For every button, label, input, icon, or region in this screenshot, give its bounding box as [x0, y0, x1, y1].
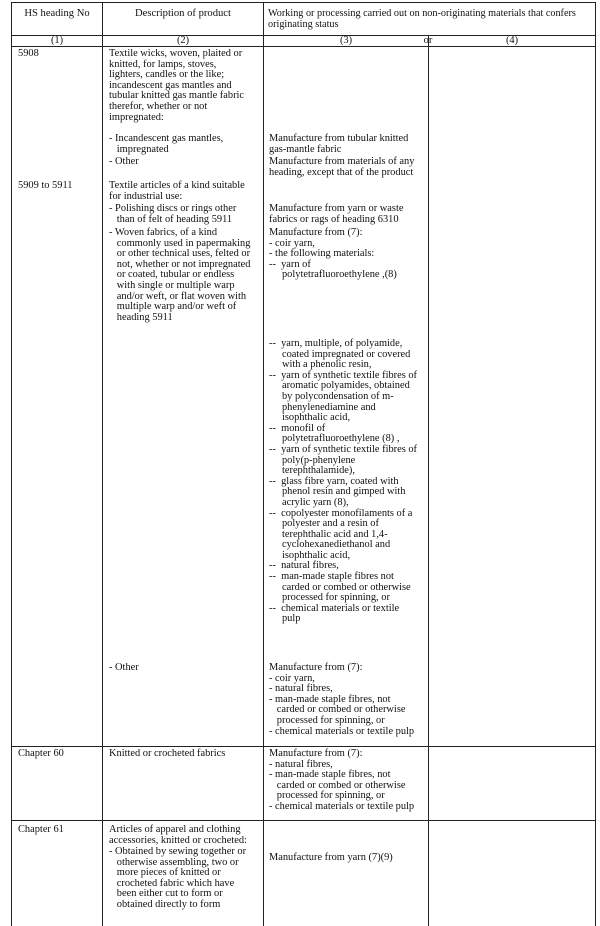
desc-5909: Textile articles of a kind suitable for industrial use:	[109, 180, 245, 202]
heading-chapter-61: Chapter 61	[18, 824, 64, 835]
col1-title: HS heading No	[24, 8, 90, 19]
col3-title-line2: originating status	[268, 19, 339, 30]
desc-5908-gas-mantles: - Incandescent gas mantles, impregnated	[109, 133, 224, 155]
desc-chapter-60: Knitted or crocheted fabrics	[109, 748, 226, 759]
table-right-border	[595, 2, 596, 926]
col2-number: (2)	[176, 35, 190, 46]
or-label: or	[423, 35, 433, 46]
desc-5909-polishing-discs: - Polishing discs or rings other than of felt of heading 5911	[109, 203, 237, 225]
desc-5909-woven-fabrics: - Woven fabrics, of a kind commonly used in papermaking or other technical uses, felted or not, whether or not impregnated or coated, tubular or endless with single or multiple warp and/or weft, or flat woven with multiple warp and/or weft of heading 5911	[109, 227, 251, 323]
rule-5908-other: Manufacture from materials of any heading, except that of the product	[269, 156, 415, 178]
col-divider-1	[102, 2, 103, 926]
heading-chapter-60: Chapter 60	[18, 748, 64, 759]
desc-5909-other: - Other	[109, 662, 139, 673]
rule-5909-other: Manufacture from (7): - coir yarn, - natural fibres, - man-made staple fibres, not carded or combed or otherwise processed for spinning, or - chemical materials or textile pulp	[269, 662, 415, 737]
desc-chapter-61-sewn: - Obtained by sewing together or otherwise assembling, two or more pieces of knitted or crocheted fabric which have been either cut to form or obtained directly to form	[109, 846, 247, 910]
col3-number: (3)	[339, 35, 353, 46]
col4-number: (4)	[505, 35, 519, 46]
desc-5908: Textile wicks, woven, plaited or knitted, for lamps, stoves, lighters, candles or the like; incandescent gas mantles and tubular knitted gas mantle fabric therefor, whether or not impregnated:	[109, 48, 245, 123]
heading-5909-5911: 5909 to 5911	[18, 180, 73, 191]
rule-5908-gas-mantles: Manufacture from tubular knitted gas-mantle fabric	[269, 133, 409, 155]
desc-5908-other: - Other	[109, 156, 139, 167]
rule-chapter-60: Manufacture from (7): - natural fibres, - man-made staple fibres, not carded or combed or otherwise processed for spinning, or - chemical materials or textile pulp	[269, 748, 415, 812]
col3-title-line1: Working or processing carried out on non-originating materials that confers	[268, 8, 576, 19]
heading-5908: 5908	[18, 48, 39, 59]
rule-5909-woven-fabrics-part2: -- yarn, multiple, of polyamide, coated impregnated or covered with a phenolic resin, -- yarn of synthetic textile fibres of aromatic polyamides, obtained by polycondensation of m- phenylenediamine and isophthalic acid, -- monofil of polytetrafluoroethylene (8) , -- yarn of synthetic textile fibres of poly(p-phenylene terephthalamide), -- glass fibre yarn, coated with phenol resin and gimped with acrylic yarn (8), -- copolyester monofilaments of a polyester and a resin of terephthalic acid and 1,4- cyclohexanediethanol and isophthalic acid, -- natural fibres, -- man-made staple fibres not carded or combed or otherwise processed for spinning, or -- chemical materials or textile pulp	[269, 338, 418, 625]
rule-chapter-61-sewn: Manufacture from yarn (7)(9)	[269, 852, 393, 863]
row-rule-ch60	[11, 746, 596, 747]
col-divider-3	[428, 35, 429, 926]
table-left-border	[11, 2, 12, 926]
col1-number: (1)	[50, 35, 64, 46]
row-rule-ch61	[11, 820, 596, 821]
desc-chapter-61: Articles of apparel and clothing accessories, knitted or crocheted:	[109, 824, 247, 846]
rule-5909-woven-fabrics-part1: Manufacture from (7): - coir yarn, - the following materials: -- yarn of polytetrafluoroethylene ,(8)	[269, 227, 397, 281]
rule-5909-polishing-discs: Manufacture from yarn or waste fabrics or rags of heading 6310	[269, 203, 404, 225]
col-divider-2	[263, 2, 264, 926]
table-top-rule	[11, 2, 596, 3]
col2-title: Description of product	[135, 8, 231, 19]
